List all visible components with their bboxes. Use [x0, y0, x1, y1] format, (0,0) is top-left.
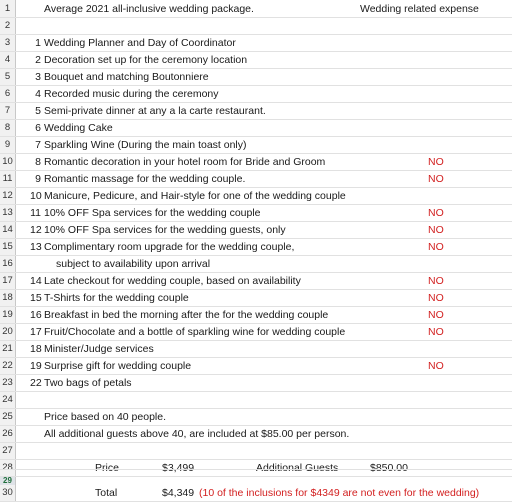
row-number[interactable]: 15 [2, 241, 13, 252]
row-number[interactable]: 4 [4, 54, 11, 65]
item-row[interactable] [0, 69, 512, 86]
sheet-row[interactable] [0, 18, 512, 35]
item-row[interactable] [0, 137, 512, 154]
item-number[interactable]: 8 [35, 156, 41, 168]
item-description[interactable]: 10% OFF Spa services for the wedding couple [44, 207, 261, 219]
item-description[interactable]: Bouquet and matching Boutonniere [44, 71, 209, 83]
row-number[interactable]: 3 [4, 37, 11, 48]
item-row[interactable] [0, 52, 512, 69]
item-row[interactable] [0, 188, 512, 205]
item-description[interactable]: Breakfast in bed the morning after the for the wedding couple [44, 309, 329, 321]
row-number[interactable]: 25 [2, 411, 13, 422]
sheet-row [0, 469, 512, 470]
item-row[interactable] [0, 375, 512, 392]
item-number[interactable]: 6 [35, 122, 41, 134]
wedding-expense-flag[interactable]: NO [428, 173, 444, 185]
item-number[interactable]: 4 [35, 88, 41, 100]
price-label[interactable]: Price [95, 462, 119, 474]
item-description[interactable]: 10% OFF Spa services for the wedding guests, only [44, 224, 286, 236]
item-row[interactable] [0, 35, 512, 52]
wedding-expense-flag[interactable]: NO [428, 292, 444, 304]
item-number[interactable]: 2 [35, 54, 41, 66]
row-number[interactable]: 19 [2, 309, 13, 320]
row-number[interactable]: 6 [4, 88, 11, 99]
item-description[interactable]: Romantic massage for the wedding couple. [44, 173, 246, 185]
row-number[interactable]: 28 [2, 462, 13, 473]
item-description[interactable]: Two bags of petals [44, 377, 132, 389]
item-number[interactable]: 11 [30, 207, 41, 219]
item-row[interactable] [0, 290, 512, 307]
item-row[interactable] [0, 222, 512, 239]
item-row[interactable] [0, 154, 512, 171]
item-description[interactable]: Recorded music during the ceremony [44, 88, 219, 100]
wedding-expense-flag[interactable]: NO [428, 309, 444, 321]
sheet-row[interactable] [0, 392, 512, 409]
wedding-expense-flag[interactable]: NO [428, 326, 444, 338]
row-number[interactable]: 8 [4, 122, 11, 133]
item-description[interactable]: Wedding Planner and Day of Coordinator [44, 37, 236, 49]
row-number[interactable]: 21 [2, 343, 13, 354]
row-number[interactable]: 12 [2, 190, 13, 201]
row-number[interactable]: 20 [2, 326, 13, 337]
row-number[interactable]: 11 [2, 173, 13, 184]
item-description[interactable]: Wedding Cake [44, 122, 113, 134]
item-description[interactable]: Sparkling Wine (During the main toast only) [44, 139, 247, 151]
row-number[interactable]: 7 [4, 105, 11, 116]
row-number[interactable]: 22 [2, 360, 13, 371]
row-number[interactable]: 14 [2, 224, 13, 235]
item-row[interactable] [0, 171, 512, 188]
item-row[interactable] [0, 86, 512, 103]
row-number[interactable]: 17 [2, 275, 13, 286]
wedding-expense-flag[interactable]: NO [428, 207, 444, 219]
wedding-expense-flag[interactable]: NO [428, 156, 444, 168]
additional-guests-value[interactable]: $850.00 [370, 462, 408, 474]
item-row[interactable] [0, 324, 512, 341]
price-basis-note[interactable]: Price based on 40 people. [44, 411, 167, 423]
item-number[interactable]: 22 [30, 377, 42, 389]
item-number[interactable]: 19 [30, 360, 42, 372]
row-number[interactable]: 16 [2, 258, 13, 269]
item-number[interactable]: 14 [30, 275, 42, 287]
item-number[interactable]: 3 [35, 71, 41, 83]
item-description[interactable]: T-Shirts for the wedding couple [44, 292, 189, 304]
row-number[interactable]: 13 [2, 207, 13, 218]
row-number[interactable]: 23 [2, 377, 13, 388]
item-number[interactable]: 7 [35, 139, 41, 151]
sheet-row[interactable] [0, 485, 512, 502]
sheet-row[interactable] [0, 409, 512, 426]
item-number[interactable]: 12 [30, 224, 42, 236]
item-description[interactable]: Surprise gift for wedding couple [44, 360, 192, 372]
item-row[interactable] [0, 273, 512, 290]
item-description[interactable]: Semi-private dinner at any a la carte restaurant. [44, 105, 266, 117]
row-number-selected[interactable]: 29 [0, 477, 15, 485]
item-number[interactable]: 1 [35, 37, 41, 49]
row-number[interactable]: 10 [2, 156, 13, 167]
row-number[interactable]: 24 [2, 394, 13, 405]
row-number[interactable]: 30 [2, 487, 13, 498]
item-number[interactable]: 15 [30, 292, 42, 304]
total-label[interactable]: Total [95, 487, 118, 499]
sheet-row[interactable] [0, 443, 512, 460]
selected-row-29[interactable] [0, 477, 512, 485]
additional-guests-label[interactable]: Additional Guests [256, 462, 339, 474]
wedding-expense-flag[interactable]: NO [428, 224, 444, 236]
item-row[interactable] [0, 239, 512, 256]
item-number[interactable]: 17 [30, 326, 42, 338]
row-number[interactable]: 2 [4, 20, 11, 31]
item-number[interactable]: 18 [30, 343, 42, 355]
row-number[interactable]: 1 [4, 3, 11, 14]
item-row[interactable] [0, 103, 512, 120]
sheet-row[interactable] [0, 1, 512, 18]
package-title[interactable]: Average 2021 all-inclusive wedding package. [44, 3, 254, 15]
item-row[interactable] [0, 341, 512, 358]
row-number[interactable]: 18 [2, 292, 13, 303]
row-number[interactable]: 26 [2, 428, 13, 439]
item-row[interactable] [0, 120, 512, 137]
price-value[interactable]: $3,499 [162, 462, 195, 474]
item-description[interactable]: Fruit/Chocolate and a bottle of sparkling wine for wedding couple [44, 326, 346, 338]
item-row[interactable] [0, 307, 512, 324]
row-number[interactable]: 9 [4, 139, 11, 150]
item-number[interactable]: 9 [35, 173, 41, 185]
wedding-expense-flag[interactable]: NO [428, 241, 444, 253]
row-number[interactable]: 27 [2, 445, 13, 456]
item-description[interactable]: subject to availability upon arrival [56, 258, 211, 270]
item-number[interactable]: 5 [35, 105, 41, 117]
item-row[interactable] [0, 205, 512, 222]
item-row[interactable] [0, 358, 512, 375]
item-description[interactable]: Romantic decoration in your hotel room for Bride and Groom [44, 156, 326, 168]
total-value[interactable]: $4,349 [162, 487, 195, 499]
item-number[interactable] [30, 256, 41, 272]
expense-header[interactable]: Wedding related expense [360, 3, 479, 15]
item-number[interactable]: 10 [30, 190, 42, 202]
item-description[interactable]: Late checkout for wedding couple, based on availability [44, 275, 301, 287]
item-number[interactable]: 16 [30, 309, 42, 321]
wedding-expense-flag[interactable]: NO [428, 275, 444, 287]
item-description[interactable]: Complimentary room upgrade for the wedding couple, [44, 241, 295, 253]
additional-guests-note[interactable]: All additional guests above 40, are included at $85.00 per person. [44, 428, 350, 440]
item-row[interactable] [0, 256, 512, 273]
item-description[interactable]: Minister/Judge services [44, 343, 154, 355]
total-note[interactable]: (10 of the inclusions for $4349 are not even for the wedding) [199, 487, 480, 499]
item-number[interactable]: 13 [30, 241, 42, 253]
item-description[interactable]: Decoration set up for the ceremony location [44, 54, 248, 66]
sheet-row[interactable] [0, 426, 512, 443]
row-number[interactable]: 5 [4, 71, 11, 82]
item-description[interactable]: Manicure, Pedicure, and Hair-style for one of the wedding couple [44, 190, 346, 202]
wedding-expense-flag[interactable]: NO [428, 360, 444, 372]
